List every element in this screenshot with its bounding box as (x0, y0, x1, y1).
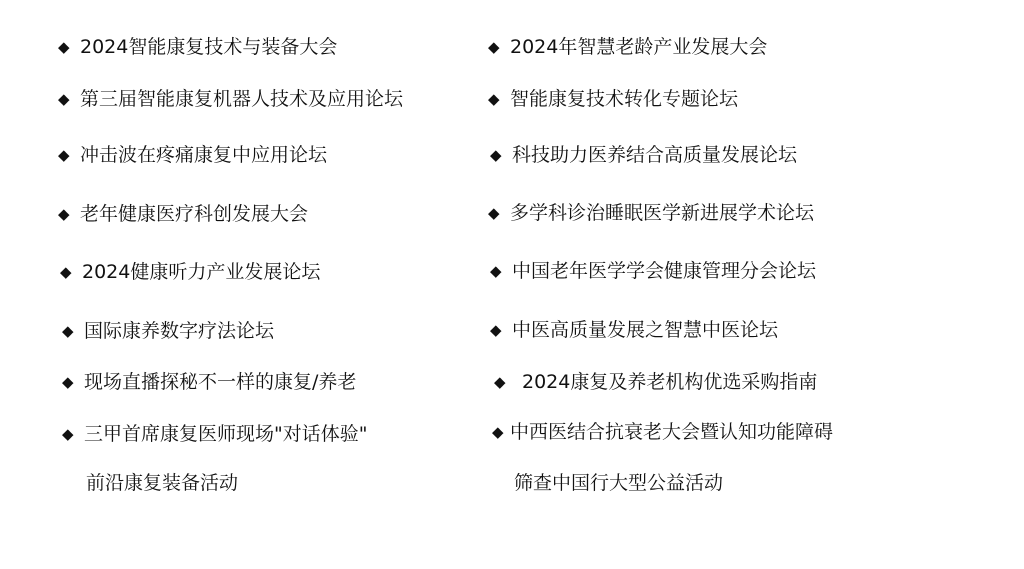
diamond-bullet-icon: ◆ (62, 373, 74, 391)
agenda-item-text: 三甲首席康复医师现场"对话体验" (84, 423, 368, 445)
diamond-bullet-icon: ◆ (62, 322, 74, 340)
agenda-item-left-6 (62, 318, 274, 344)
agenda-item-left-2 (58, 86, 403, 112)
agenda-item-text: 冲击波在疼痛康复中应用论坛 (80, 144, 328, 166)
agenda-item-text: 多学科诊治睡眠医学新进展学术论坛 (510, 202, 815, 224)
diamond-bullet-icon: ◆ (60, 263, 72, 281)
agenda-item-right-8-continuation: 筛查中国行大型公益活动 (514, 472, 724, 494)
diamond-bullet-icon: ◆ (492, 423, 504, 441)
diamond-bullet-icon: ◆ (490, 146, 502, 164)
diamond-bullet-icon: ◆ (58, 38, 70, 56)
diamond-bullet-icon: ◆ (58, 90, 70, 108)
agenda-item-text: 2024智能康复技术与装备大会 (80, 36, 338, 58)
agenda-item-text: 中医高质量发展之智慧中医论坛 (512, 319, 779, 341)
agenda-item-text: 中国老年医学学会健康管理分会论坛 (512, 260, 817, 282)
agenda-item-left-3 (58, 142, 327, 168)
diamond-bullet-icon: ◆ (490, 321, 502, 339)
diamond-bullet-icon: ◆ (488, 90, 500, 108)
agenda-item-right-5 (490, 258, 816, 284)
agenda-item-text: 智能康复技术转化专题论坛 (510, 88, 739, 110)
agenda-item-text: 2024康复及养老机构优选采购指南 (522, 371, 818, 393)
agenda-item-text: 老年健康医疗科创发展大会 (80, 203, 309, 225)
agenda-item-right-7 (494, 369, 817, 395)
agenda-item-text: 第三届智能康复机器人技术及应用论坛 (80, 88, 404, 110)
agenda-item-right-2 (488, 86, 738, 112)
agenda-item-left-1 (58, 34, 337, 60)
agenda-item-text: 中西医结合抗衰老大会暨认知功能障碍 (510, 421, 834, 443)
diamond-bullet-icon: ◆ (58, 146, 70, 164)
agenda-item-right-6 (490, 317, 778, 343)
diamond-bullet-icon: ◆ (488, 38, 500, 56)
agenda-item-text: 2024年智慧老龄产业发展大会 (510, 36, 768, 58)
agenda-item-right-8 (492, 419, 833, 445)
diamond-bullet-icon: ◆ (58, 205, 70, 223)
agenda-item-left-4 (58, 201, 308, 227)
diamond-bullet-icon: ◆ (490, 262, 502, 280)
agenda-item-right-4 (488, 200, 814, 226)
agenda-item-left-8 (62, 421, 367, 447)
agenda-item-left-8-continuation: 前沿康复装备活动 (86, 472, 239, 494)
diamond-bullet-icon: ◆ (488, 204, 500, 222)
diamond-bullet-icon: ◆ (62, 425, 74, 443)
agenda-item-right-1 (488, 34, 767, 60)
agenda-item-text: 科技助力医养结合高质量发展论坛 (512, 144, 798, 166)
agenda-item-text: 2024健康听力产业发展论坛 (82, 261, 321, 283)
agenda-item-left-5 (60, 259, 320, 285)
agenda-item-left-7 (62, 369, 356, 395)
agenda-item-text: 现场直播探秘不一样的康复/养老 (84, 371, 357, 393)
diamond-bullet-icon: ◆ (494, 373, 506, 391)
agenda-item-text: 国际康养数字疗法论坛 (84, 320, 275, 342)
agenda-item-right-3 (490, 142, 797, 168)
